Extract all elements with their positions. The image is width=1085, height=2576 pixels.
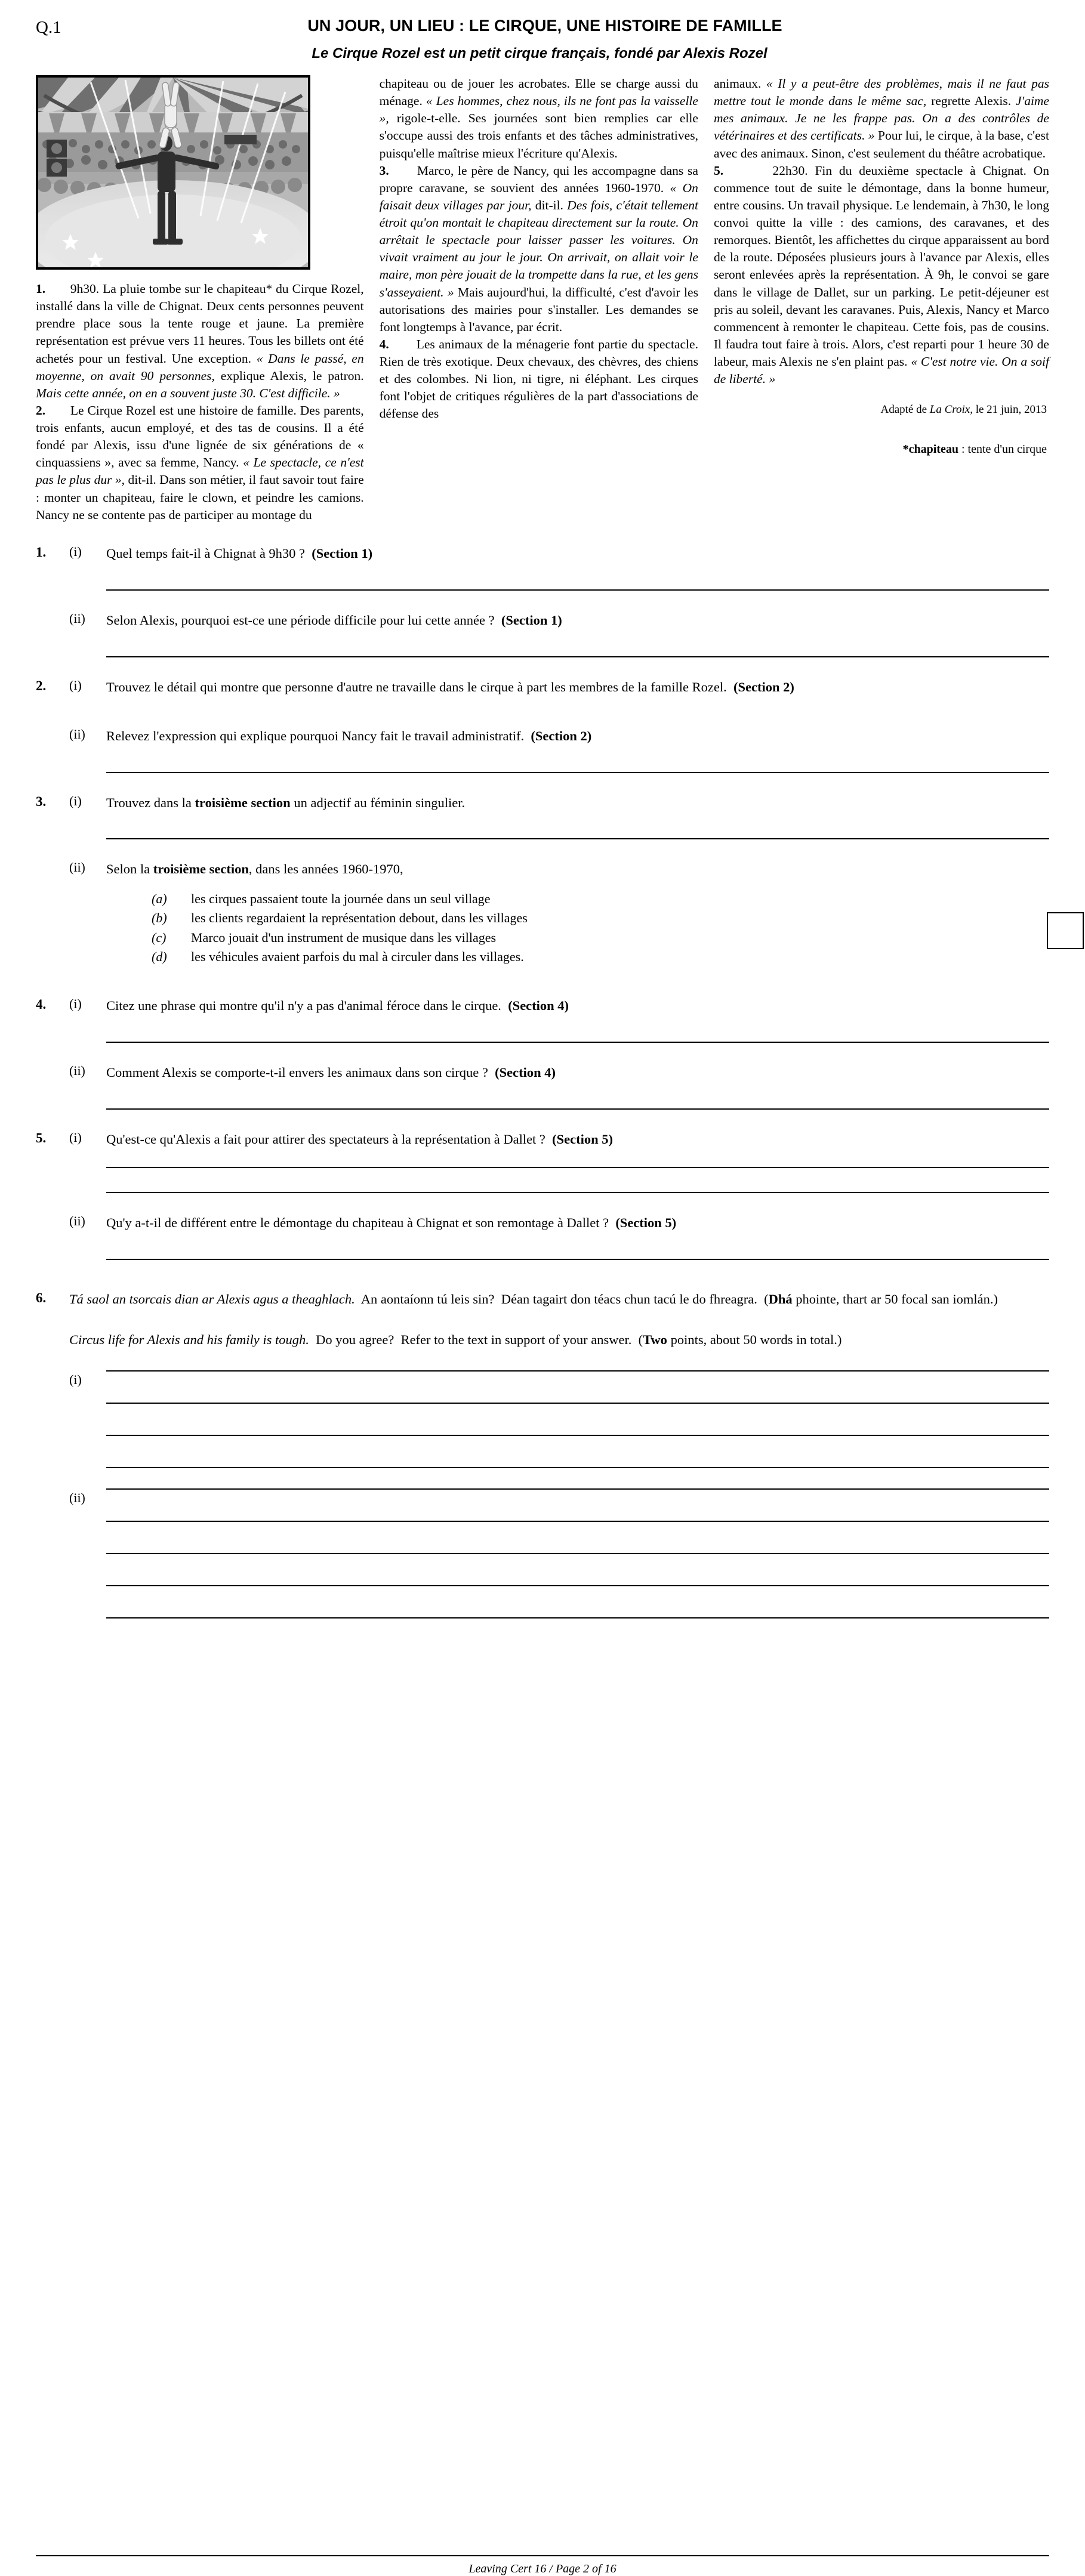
question-5-ii-text: Qu'y a-t-il de différent entre le démontage du chapiteau à Chignat et son remontage à Dallet ? (Section 5) [106, 1215, 677, 1230]
question-4-i-section-tag: (Section 4) [508, 997, 569, 1013]
question-1-part-i [36, 544, 1049, 563]
section-3-text-b: « On faisait deux villages par jour, [379, 180, 698, 212]
article-column-3-carryover [714, 75, 1049, 162]
mc-answer-box[interactable] [1047, 912, 1084, 949]
section-5-text-a: 22h30. Fin du deuxième spectacle à Chignat. On commence tout de suite le démontage, dans la bonne humeur, entre cousins. Un travail physique. Le lendemain, à 7h30, le long convoi quitte la ville : des camions, des caravanes, et des remorques. Bientôt, les affichettes du cirque apparaissent au bord de la route. Déposées plusieurs jours à l'avance par Alexis, elles seront enlevées après la représentation. À 9h, le convoi se gare dans le village de Dallet, sur un parking. Le petit-déjeuner est pris au soleil, devant les caravanes. Puis, Alexis, Nancy et Marco commencent à remonter le chapiteau. Cette fois, pas de cousins. Il faudra tout faire à trois. Alors, c'est reparti pour 1 heure 30 de labeur, mais Alexis ne s'en plaint pas. [713, 163, 1049, 369]
question-6-i-lines [106, 1370, 1049, 1468]
question-6-ii-lines [106, 1488, 1049, 1619]
carryover-3-c: regrette Alexis. [926, 94, 1016, 109]
question-1-number: 1. [36, 544, 47, 560]
question-1-ii-section-tag: (Section 1) [501, 612, 562, 628]
carryover-3-d: J'aime mes animaux. Je ne les frappe pas. On a des contrôles de vétérinaires et des certificats. » [713, 94, 1049, 143]
carryover-3-e: Pour lui, le cirque, à la base, c'est avec des animaux. Sinon, c'est seulement du théâtre acrobatique. [713, 128, 1049, 160]
question-3-part-i [36, 793, 1049, 813]
carryover-2-c: rigole-t-elle. Ses journées sont bien remplies car elle s'occupe aussi des trois enfants et des tâches administratives, puisqu'elle maîtrise mieux l'écriture qu'Alexis. [379, 111, 698, 160]
circus-photo [36, 75, 310, 270]
question-5-i-section-tag: (Section 5) [552, 1131, 614, 1147]
answer-line[interactable] [106, 1617, 1049, 1619]
question-4-ii-text: Comment Alexis se comporte-t-il envers les animaux dans son cirque ? (Section 4) [106, 1064, 556, 1080]
answer-line[interactable] [106, 1553, 1049, 1554]
question-3-i-emphasis: troisième section [195, 795, 291, 810]
section-number-5: 5. [713, 163, 724, 178]
question-3-ii-emphasis: troisième section [153, 861, 249, 877]
article-footnote: *chapiteau : tente d'un cirque [902, 442, 1047, 456]
answer-line[interactable] [106, 1467, 1049, 1468]
section-1-text-d: Mais cette année, on en a souvent juste 30. C'est difficile. » [36, 385, 340, 400]
question-6-english-text: Circus life for Alexis and his family is tough. Do you agree? Refer to the text in support of your answer. (Two points, about 50 words in total.) [69, 1332, 842, 1348]
question-4 [36, 996, 1049, 1110]
question-6-english-bold: Two [643, 1332, 667, 1348]
source-publication: La Croix [929, 403, 970, 416]
mc-text-c: Marco jouait d'un instrument de musique dans les villages [191, 929, 497, 945]
multiple-choice-list [152, 889, 1049, 966]
question-2 [36, 678, 1049, 773]
mc-option-d[interactable] [152, 947, 1049, 966]
question-6-i-roman: (i) [69, 1372, 82, 1387]
article-section-4 [380, 336, 698, 423]
questions-section [36, 544, 1049, 1619]
question-1-ii-text: Selon Alexis, pourquoi est-ce une période difficile pour lui cette année ? (Section 1) [106, 612, 562, 628]
question-5-i-text: Qu'est-ce qu'Alexis a fait pour attirer des spectateurs à la représentation à Dallet ? (Section 5) [106, 1131, 614, 1147]
mc-option-a[interactable] [152, 889, 1049, 909]
answer-line[interactable] [106, 1167, 1049, 1168]
question-3-number: 3. [36, 793, 47, 809]
question-5-part-ii [36, 1213, 1049, 1233]
photo-container [36, 75, 364, 270]
question-2-number: 2. [36, 678, 47, 693]
question-6 [36, 1290, 1049, 1619]
article-column-3 [714, 75, 1049, 524]
section-2-text-a: Le Cirque Rozel est une histoire de famille. Des parents, trois enfants, aucun employé, et des tas de cousins. Il a été fondé par Alexis, issu d'une lignée de six générations de « cinquassiens », avec sa femme, Nancy. [36, 403, 364, 470]
page-header [36, 17, 1049, 38]
question-5 [36, 1130, 1049, 1260]
section-number-2: 2. [36, 403, 46, 418]
question-5-part-i [36, 1130, 1049, 1149]
section-number-4: 4. [379, 336, 389, 351]
section-2-text-c: dit-il. Dans son métier, il faut savoir tout faire : monter un chapiteau, faire le clown, et peindre les camions. Nancy ne se contente pas de participer au montage du [36, 472, 364, 522]
section-2-text-b: « Le spectacle, ce n'est pas le plus dur », [36, 455, 364, 487]
question-6-prompt [36, 1290, 1049, 1619]
article-body [36, 75, 1049, 524]
answer-line[interactable] [106, 1403, 1049, 1404]
question-6-irish-italic: Tá saol an tsorcais dian ar Alexis agus a theaghlach. [69, 1291, 355, 1306]
article-section-2 [36, 402, 364, 524]
question-1-ii-roman: (ii) [69, 610, 85, 626]
mc-option-c[interactable] [152, 928, 1049, 947]
question-4-ii-roman: (ii) [69, 1062, 85, 1078]
page-subtitle: Le Cirque Rozel est un petit cirque français, fondé par Alexis Rozel [312, 45, 767, 61]
question-4-part-i [36, 996, 1049, 1015]
question-3-part-ii [36, 860, 1049, 966]
question-5-number: 5. [36, 1130, 47, 1145]
question-1-i-text: Quel temps fait-il à Chignat à 9h30 ? (Section 1) [106, 545, 373, 561]
question-5-ii-roman: (ii) [69, 1213, 85, 1228]
question-2-part-ii [36, 727, 1049, 746]
answer-line[interactable] [106, 1370, 1049, 1372]
carryover-2-a: chapiteau ou de jouer les acrobates. Elle se charge aussi du ménage. [379, 76, 698, 109]
mc-letter-a: (a) [152, 891, 167, 907]
question-1-part-ii [36, 611, 1049, 630]
question-6-irish-text: Tá saol an tsorcais dian ar Alexis agus a theaghlach. An aontaíonn tú leis sin? Déan tagairt don téacs chun tacú le do fhreagra. (Dhá phointe, thart ar 50 focal san iomlán.) [69, 1291, 998, 1306]
question-2-ii-section-tag: (Section 2) [531, 728, 592, 743]
question-1 [36, 544, 1049, 657]
question-2-i-text: Trouvez le détail qui montre que personne d'autre ne travaille dans le cirque à part les membres de la famille Rozel. (Section 2) [106, 679, 794, 694]
section-3-text-d: Des fois, c'était tellement étroit qu'on montait le chapiteau directement sur la route. On arrêtait le spectacle pour laisser passer les voitures. On vivait vraiment au jour le jour. On arrivait, on allait voir le maire, mon père jouait de la trompette dans la rue, et les gens s'asseyaient. » [379, 197, 698, 299]
section-1-text-c: explique Alexis, le patron. [214, 368, 364, 383]
article-column-1 [36, 75, 380, 524]
carryover-2-b: « Les hommes, chez nous, ils ne font pas la vaisselle », [379, 94, 698, 126]
question-4-number-blank [36, 1063, 69, 1064]
page-footer [36, 2555, 1049, 2576]
question-5-i-roman: (i) [69, 1129, 82, 1145]
question-4-i-roman: (i) [69, 996, 82, 1011]
question-2-i-section-tag: (Section 2) [733, 679, 794, 694]
question-5-number-blank [36, 1213, 69, 1214]
question-4-part-ii [36, 1063, 1049, 1082]
question-5-ii-section-tag: (Section 5) [615, 1215, 677, 1230]
question-6-irish-bold: Dhá [768, 1291, 793, 1306]
mc-text-b: les clients regardaient la représentation debout, dans les villages [191, 910, 528, 926]
article-column-2-carryover [380, 75, 698, 162]
question-2-ii-roman: (ii) [69, 726, 85, 742]
section-3-text-c: dit-il. [531, 197, 568, 212]
section-number-3: 3. [379, 163, 389, 178]
question-4-number: 4. [36, 996, 47, 1012]
answer-line[interactable] [106, 1585, 1049, 1586]
section-5-text-b: « C'est notre vie. On a soif de liberté. » [713, 354, 1049, 387]
question-3 [36, 793, 1049, 966]
question-4-i-text: Citez une phrase qui montre qu'il n'y a pas d'animal féroce dans le cirque. (Section 4) [106, 997, 569, 1013]
question-3-ii-stem: Selon la troisième section, dans les années 1960-1970, (a) les cirques passaient toute la journée dans un seul village (b) les clients regardaient la représentation debout, dans les villages (c) Marco jouait d'un instrument de musique dans les villages (d) les véhicules avaient parfois du mal à circuler dans les villages. [106, 860, 1049, 966]
mc-letter-d: (d) [152, 949, 167, 964]
section-4-text-a: Les animaux de la ménagerie font partie du spectacle. Rien de très exotique. Deux chevaux, des chèvres, des chiens et des colombes. Ni lion, ni tigre, ni éléphant. Les cirques font l'objet de critiques régulières de la part d'associations de défense des [379, 336, 698, 421]
answer-line[interactable] [106, 1521, 1049, 1522]
answer-line[interactable] [106, 1488, 1049, 1490]
question-6-english-italic: Circus life for Alexis and his family is tough. [69, 1332, 309, 1348]
question-6-part-i [69, 1370, 1049, 1468]
question-6-number: 6. [36, 1290, 47, 1305]
footnote-term: *chapiteau [902, 442, 958, 456]
article-column-2 [380, 75, 714, 524]
question-6-ii-roman: (ii) [69, 1490, 85, 1505]
section-number-1: 1. [36, 282, 46, 296]
article-section-3 [380, 162, 698, 336]
question-1-i-roman: (i) [69, 543, 82, 559]
carryover-3-b: « Il y a peut-être des problèmes, mais il ne faut pas mettre tout le monde dans le même sac, [713, 76, 1049, 109]
question-2-i-roman: (i) [69, 677, 82, 693]
question-2-part-i [36, 678, 1049, 697]
section-3-text-a: Marco, le père de Nancy, qui les accompagne dans sa propre caravane, se souvient des années 1960-1970. [379, 163, 698, 195]
section-1-text-b: « Dans le passé, en moyenne, on avait 90 personnes, [36, 351, 364, 383]
carryover-3-a: animaux. [713, 76, 766, 91]
mc-text-d: les véhicules avaient parfois du mal à circuler dans les villages. [191, 949, 524, 964]
mc-letter-b: (b) [152, 910, 167, 926]
article-source: Adapté de La Croix, le 21 juin, 2013 [880, 403, 1047, 416]
mc-option-b[interactable] [152, 909, 1049, 928]
section-3-text-e: Mais aujourd'hui, la difficulté, c'est d'avoir les autorisations des mairies pour s'installer. Les demandes se font longtemps à l'avance, par écrit. [379, 285, 698, 334]
question-1-i-section-tag: (Section 1) [312, 545, 373, 561]
question-6-part-ii [69, 1488, 1049, 1619]
article-section-1 [36, 280, 364, 402]
question-3-i-text: Trouvez dans la troisième section un adjectif au féminin singulier. [106, 795, 466, 810]
mc-text-a: les cirques passaient toute la journée dans un seul village [191, 891, 491, 907]
section-1-text-a: 9h30. La pluie tombe sur le chapiteau* du Cirque Rozel, installé dans la ville de Chignat. Deux cents personnes peuvent prendre place sous la tente rouge et jaune. La première représentation est prévue vers 11 heures. Tous les billets ont été achetés pour un festival. Une exception. [36, 282, 364, 366]
answer-line[interactable] [106, 1435, 1049, 1436]
question-3-ii-roman: (ii) [69, 860, 85, 875]
question-number-top: Q.1 [36, 18, 61, 37]
question-3-i-roman: (i) [69, 793, 82, 808]
page-title: UN JOUR, UN LIEU : LE CIRQUE, UNE HISTOIRE DE FAMILLE [307, 17, 782, 35]
mc-letter-c: (c) [152, 929, 167, 945]
article-section-5 [714, 162, 1049, 388]
question-2-ii-text: Relevez l'expression qui explique pourquoi Nancy fait le travail administratif. (Section 2) [106, 728, 592, 743]
question-4-ii-section-tag: (Section 4) [495, 1064, 556, 1080]
footer-page-label: Leaving Cert 16 / Page 2 of 16 [468, 2562, 617, 2575]
